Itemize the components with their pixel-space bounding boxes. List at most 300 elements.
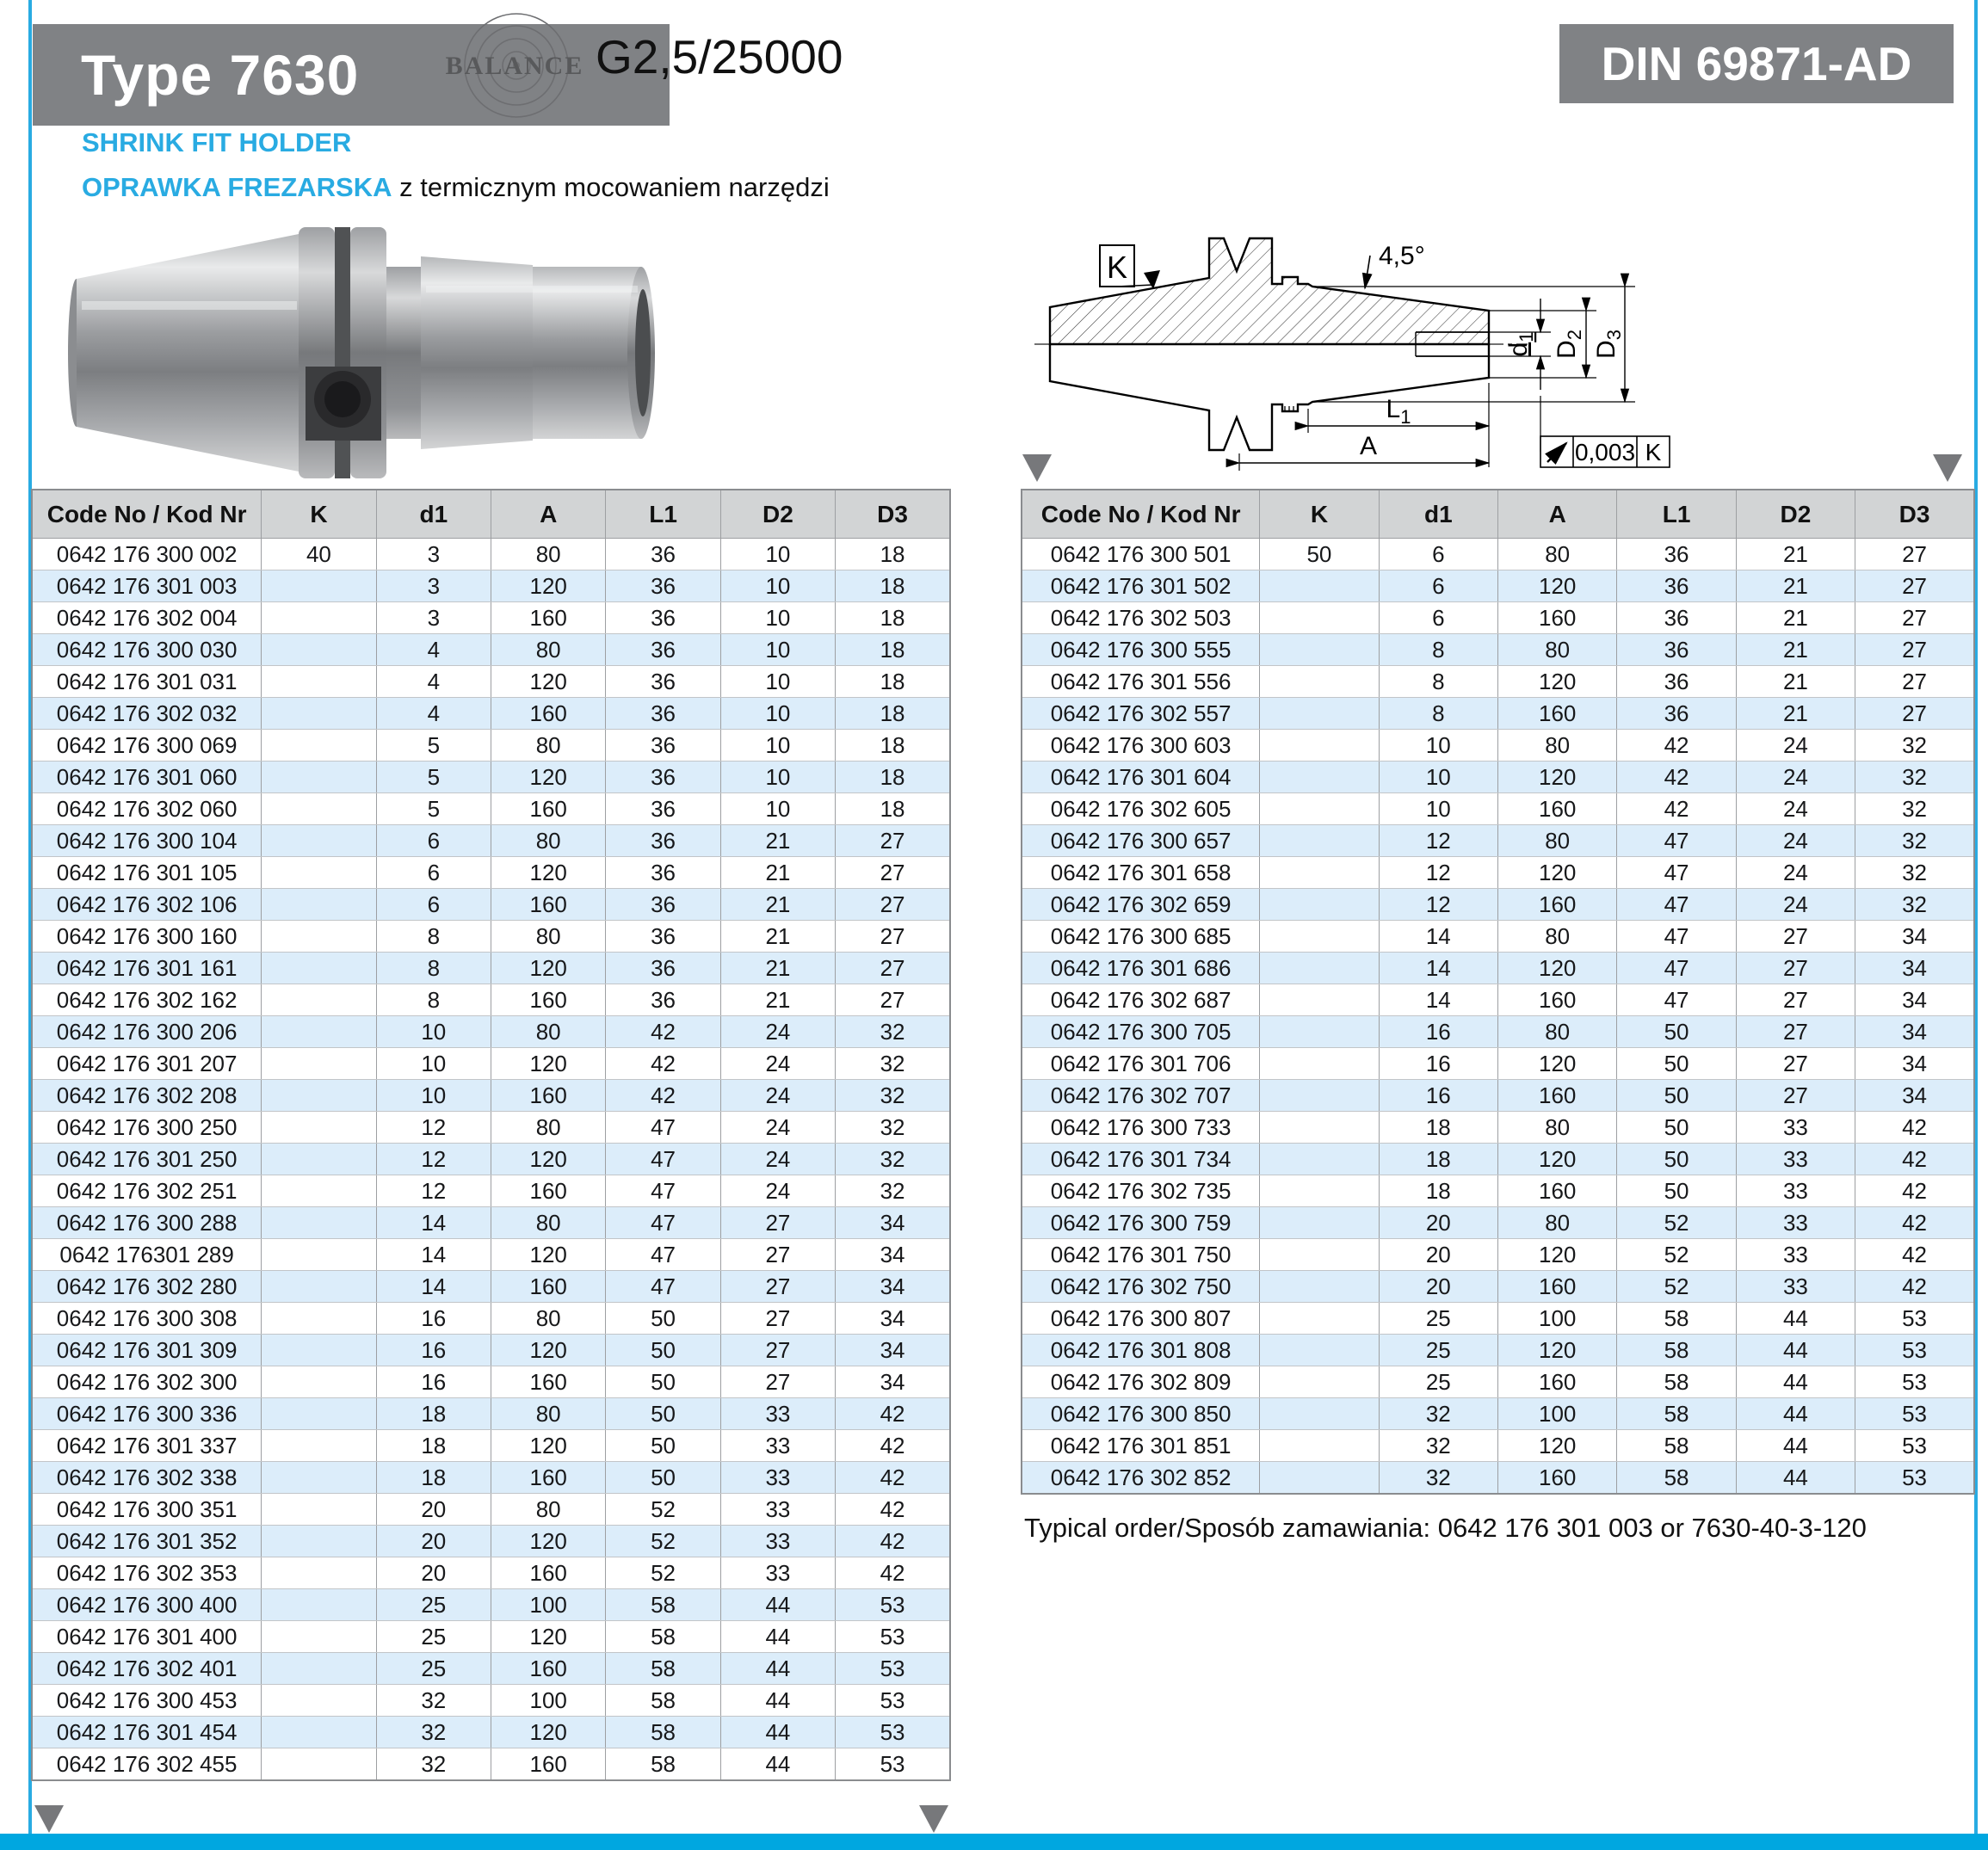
table-cell: 47 [606, 1271, 720, 1303]
table-row [32, 1144, 950, 1175]
table-cell: 0642 176 302 251 [32, 1175, 262, 1207]
table-cell: 160 [491, 793, 606, 825]
table-cell: 160 [1498, 1271, 1617, 1303]
product-name-en: SHRINK FIT HOLDER [82, 127, 352, 157]
table-row [32, 1621, 950, 1653]
tolerance-value: 0,003 [1574, 439, 1636, 466]
table-cell: 33 [1736, 1175, 1855, 1207]
table-cell: 42 [606, 1016, 720, 1048]
table-cell: 80 [491, 1303, 606, 1335]
table-cell: 21 [720, 953, 835, 984]
table-cell: 20 [1379, 1207, 1497, 1239]
table-cell: 80 [491, 1112, 606, 1144]
table-cell: 24 [720, 1144, 835, 1175]
table-cell: 33 [720, 1462, 835, 1494]
table-cell: 12 [376, 1144, 491, 1175]
table-cell: 27 [720, 1271, 835, 1303]
table-cell: 27 [720, 1366, 835, 1398]
table-cell: 120 [491, 1621, 606, 1653]
table-cell [262, 634, 376, 666]
table-cell: 160 [1498, 1080, 1617, 1112]
table-row [1022, 634, 1974, 666]
table-cell: 0642 176 302 338 [32, 1462, 262, 1494]
table-cell [1260, 1271, 1379, 1303]
table-cell: 80 [491, 1398, 606, 1430]
table-cell [1260, 1430, 1379, 1462]
table-cell: 0642 176 300 555 [1022, 634, 1260, 666]
table-cell: 3 [376, 602, 491, 634]
table-cell: 0642 176 301 502 [1022, 570, 1260, 602]
table-cell: 0642 176 301 808 [1022, 1335, 1260, 1366]
table-cell: 42 [1855, 1175, 1974, 1207]
table-cell: 10 [376, 1048, 491, 1080]
table-cell: 10 [376, 1080, 491, 1112]
table-cell: 42 [1855, 1239, 1974, 1271]
table-cell: 0642 176 301 105 [32, 857, 262, 889]
table-cell: 53 [1855, 1366, 1974, 1398]
table-cell [262, 1112, 376, 1144]
table-cell: 80 [491, 730, 606, 762]
marker-triangle [1022, 454, 1052, 482]
table-cell: 42 [1855, 1207, 1974, 1239]
table-cell: 10 [720, 602, 835, 634]
table-cell: 53 [1855, 1335, 1974, 1366]
table-cell: 36 [1617, 698, 1736, 730]
table-cell: 33 [720, 1557, 835, 1589]
table-cell: 21 [1736, 634, 1855, 666]
table-cell: 18 [836, 539, 950, 570]
table-cell: 160 [491, 1653, 606, 1685]
table-cell: 18 [376, 1462, 491, 1494]
table-cell: 36 [606, 793, 720, 825]
table-cell: 36 [606, 570, 720, 602]
table-cell [1260, 634, 1379, 666]
table-cell: 18 [836, 698, 950, 730]
table-cell: 8 [376, 984, 491, 1016]
table-cell [262, 1239, 376, 1271]
table-cell: 53 [1855, 1303, 1974, 1335]
table-cell: 36 [606, 602, 720, 634]
tolerance-frame [1540, 436, 1670, 467]
table-cell: 44 [1736, 1430, 1855, 1462]
table-row [32, 1430, 950, 1462]
table-cell: 160 [1498, 602, 1617, 634]
table-row [1022, 825, 1974, 857]
table-cell: 120 [491, 1430, 606, 1462]
table-cell: 0642 176 301 556 [1022, 666, 1260, 698]
din-standard-box [1559, 24, 1954, 103]
table-cell: 53 [1855, 1430, 1974, 1462]
table-row [32, 570, 950, 602]
table-cell: 80 [1498, 539, 1617, 570]
table-cell [262, 762, 376, 793]
table-cell: 0642 176 301 851 [1022, 1430, 1260, 1462]
table-cell [262, 1335, 376, 1366]
table-row [32, 1048, 950, 1080]
table-cell: 0642 176 300 069 [32, 730, 262, 762]
table-cell: 27 [1855, 634, 1974, 666]
table-cell: 44 [720, 1685, 835, 1717]
table-cell: 24 [1736, 825, 1855, 857]
table-cell: 21 [720, 889, 835, 921]
table-cell [262, 1526, 376, 1557]
table-cell: 0642 176 300 206 [32, 1016, 262, 1048]
table-cell: 80 [491, 634, 606, 666]
table-row [32, 984, 950, 1016]
table-cell: 80 [1498, 1016, 1617, 1048]
table-cell: 160 [1498, 1462, 1617, 1495]
table-cell: 6 [376, 825, 491, 857]
table-cell: 36 [606, 857, 720, 889]
table-cell: 34 [1855, 953, 1974, 984]
table-cell: 44 [720, 1748, 835, 1781]
table-cell: 80 [1498, 634, 1617, 666]
table-cell: 0642 176301 289 [32, 1239, 262, 1271]
table-cell [262, 825, 376, 857]
table-cell: 24 [1736, 857, 1855, 889]
table-cell: 33 [720, 1494, 835, 1526]
table-cell: 42 [1855, 1112, 1974, 1144]
table-row [1022, 889, 1974, 921]
table-cell: 32 [1855, 762, 1974, 793]
table-cell: 32 [836, 1175, 950, 1207]
table-cell: 42 [606, 1048, 720, 1080]
table-cell: 160 [1498, 793, 1617, 825]
table-cell: 0642 176 302 687 [1022, 984, 1260, 1016]
table-cell: 47 [1617, 825, 1736, 857]
table-row [1022, 1239, 1974, 1271]
table-cell: 0642 176 302 707 [1022, 1080, 1260, 1112]
table-row [32, 539, 950, 570]
table-row [32, 825, 950, 857]
table-row [32, 921, 950, 953]
table-cell: 8 [376, 921, 491, 953]
table-cell: 58 [1617, 1430, 1736, 1462]
table-cell: 0642 176 302 401 [32, 1653, 262, 1685]
table-cell: 21 [1736, 539, 1855, 570]
table-row [32, 1589, 950, 1621]
table-cell: 42 [836, 1398, 950, 1430]
table-cell: 0642 176 300 657 [1022, 825, 1260, 857]
table-cell: 44 [1736, 1366, 1855, 1398]
table-row [32, 1080, 950, 1112]
dim-label-d2: $D_2$ [1553, 330, 1585, 359]
table-cell: 27 [1855, 539, 1974, 570]
table-row [32, 1239, 950, 1271]
table-cell: 6 [376, 889, 491, 921]
table-cell: 0642 176 301 161 [32, 953, 262, 984]
table-cell [1260, 889, 1379, 921]
table-cell: 0642 176 302 852 [1022, 1462, 1260, 1495]
table-row [1022, 730, 1974, 762]
table-cell [1260, 1175, 1379, 1207]
table-cell: 50 [1617, 1048, 1736, 1080]
table-cell: 18 [836, 793, 950, 825]
table-cell: 25 [1379, 1303, 1497, 1335]
table-cell: 0642 176 302 060 [32, 793, 262, 825]
table-cell: 0642 176 301 686 [1022, 953, 1260, 984]
table-cell: 27 [1736, 984, 1855, 1016]
table-cell [1260, 1303, 1379, 1335]
table-cell: 47 [606, 1239, 720, 1271]
table-cell: 32 [836, 1080, 950, 1112]
table-cell: 120 [491, 570, 606, 602]
table-cell [1260, 1335, 1379, 1366]
spec-table-k50 [1021, 489, 1975, 1495]
table-cell: 6 [1379, 539, 1497, 570]
table-cell: 0642 176 301 734 [1022, 1144, 1260, 1175]
table-row [1022, 570, 1974, 602]
column-header: D2 [1736, 490, 1855, 539]
table-cell: 120 [1498, 570, 1617, 602]
table-cell: 4 [376, 666, 491, 698]
table-cell: 24 [1736, 889, 1855, 921]
table-cell: 34 [836, 1207, 950, 1239]
table-cell: 27 [1855, 666, 1974, 698]
table-cell: 20 [376, 1494, 491, 1526]
table-cell [262, 1717, 376, 1748]
column-header: D3 [1855, 490, 1974, 539]
table-cell: 36 [606, 889, 720, 921]
table-cell: 42 [836, 1430, 950, 1462]
table-cell: 27 [836, 921, 950, 953]
bottom-accent-bar [0, 1834, 1988, 1850]
table-cell: 33 [720, 1526, 835, 1557]
table-cell: 0642 176 301 454 [32, 1717, 262, 1748]
table-cell [1260, 666, 1379, 698]
table-cell: 53 [836, 1589, 950, 1621]
table-cell: 36 [1617, 570, 1736, 602]
table-cell: 120 [491, 1526, 606, 1557]
table-cell: 32 [1855, 825, 1974, 857]
table-cell: 32 [836, 1112, 950, 1144]
table-cell: 160 [1498, 984, 1617, 1016]
table-cell: 12 [1379, 825, 1497, 857]
table-row [1022, 1303, 1974, 1335]
table-cell: 44 [1736, 1335, 1855, 1366]
table-cell: 0642 176 301 060 [32, 762, 262, 793]
table-cell: 4 [376, 698, 491, 730]
table-row [32, 793, 950, 825]
table-cell: 58 [1617, 1303, 1736, 1335]
table-cell [1260, 1398, 1379, 1430]
table-cell: 27 [1855, 570, 1974, 602]
table-cell: 32 [1379, 1398, 1497, 1430]
table-row [1022, 1144, 1974, 1175]
table-cell: 0642 176 300 250 [32, 1112, 262, 1144]
table-cell: 52 [1617, 1239, 1736, 1271]
table-cell: 160 [491, 984, 606, 1016]
table-cell: 0642 176 301 400 [32, 1621, 262, 1653]
table-cell: 21 [720, 921, 835, 953]
table-row [32, 889, 950, 921]
table-cell: 36 [606, 698, 720, 730]
table-cell [1260, 1112, 1379, 1144]
table-cell: 24 [720, 1016, 835, 1048]
table-cell: 160 [491, 1462, 606, 1494]
table-cell: 36 [606, 953, 720, 984]
table-cell: 0642 176 302 162 [32, 984, 262, 1016]
table-cell [1260, 1016, 1379, 1048]
table-row [32, 1748, 950, 1781]
table-cell: 10 [720, 762, 835, 793]
table-row [1022, 1398, 1974, 1430]
table-cell: 160 [491, 1748, 606, 1781]
table-row [32, 1175, 950, 1207]
table-cell [1260, 793, 1379, 825]
marker-triangle [34, 1805, 64, 1833]
table-cell: 53 [836, 1748, 950, 1781]
table-row [1022, 1080, 1974, 1112]
table-cell: 27 [720, 1207, 835, 1239]
table-cell: 10 [720, 698, 835, 730]
table-cell: 80 [491, 539, 606, 570]
table-cell: 44 [720, 1589, 835, 1621]
table-cell: 27 [836, 984, 950, 1016]
table-cell: 58 [606, 1589, 720, 1621]
datum-k-label: K [1106, 250, 1128, 285]
table-cell: 0642 176 301 309 [32, 1335, 262, 1366]
table-cell: 0642 176 300 336 [32, 1398, 262, 1430]
table-cell: 0642 176 300 160 [32, 921, 262, 953]
table-cell: 80 [491, 1494, 606, 1526]
table-cell: 10 [376, 1016, 491, 1048]
table-row [32, 1335, 950, 1366]
table-cell: 42 [1855, 1144, 1974, 1175]
datum-triangle [1144, 270, 1160, 289]
table-cell [262, 1080, 376, 1112]
type-title: Type 7630 [81, 43, 360, 107]
table-cell [1260, 1080, 1379, 1112]
table-row [1022, 857, 1974, 889]
table-cell: 0642 176 300 104 [32, 825, 262, 857]
table-cell: 0642 176 301 706 [1022, 1048, 1260, 1080]
table-row [32, 1271, 950, 1303]
table-row [32, 1112, 950, 1144]
table-cell: 24 [720, 1080, 835, 1112]
table-cell: 33 [1736, 1112, 1855, 1144]
table-row [1022, 666, 1974, 698]
table-cell: 80 [1498, 825, 1617, 857]
table-row [1022, 1335, 1974, 1366]
table-cell [1260, 825, 1379, 857]
table-cell: 0642 176 301 352 [32, 1526, 262, 1557]
table-cell: 36 [606, 539, 720, 570]
table-cell: 42 [606, 1080, 720, 1112]
table-row [32, 698, 950, 730]
table-cell: 50 [606, 1366, 720, 1398]
table-cell [262, 698, 376, 730]
table-cell: 100 [491, 1589, 606, 1621]
table-cell: 34 [836, 1271, 950, 1303]
table-cell [262, 857, 376, 889]
table-cell: 18 [836, 602, 950, 634]
table-cell: 36 [606, 762, 720, 793]
table-cell: 160 [1498, 698, 1617, 730]
table-row [1022, 921, 1974, 953]
table-cell: 80 [491, 825, 606, 857]
table-cell: 12 [1379, 889, 1497, 921]
table-cell: 18 [1379, 1112, 1497, 1144]
table-cell: 47 [606, 1207, 720, 1239]
table-cell: 100 [491, 1685, 606, 1717]
table-row [32, 1398, 950, 1430]
table-cell: 80 [1498, 1112, 1617, 1144]
table-cell [262, 793, 376, 825]
table-cell: 10 [720, 539, 835, 570]
table-row [1022, 1430, 1974, 1462]
table-cell [1260, 921, 1379, 953]
table-cell [262, 570, 376, 602]
table-cell: 44 [720, 1653, 835, 1685]
product-name-pl [82, 172, 830, 203]
table-cell [262, 921, 376, 953]
table-cell: 16 [1379, 1048, 1497, 1080]
marker-triangle [1933, 454, 1962, 482]
table-cell: 4 [376, 634, 491, 666]
table-cell: 36 [1617, 602, 1736, 634]
table-cell: 27 [836, 889, 950, 921]
tolerance-datum: K [1645, 439, 1662, 466]
table-row [1022, 539, 1974, 570]
table-row [1022, 1016, 1974, 1048]
table-cell: 36 [1617, 666, 1736, 698]
table-cell: 36 [606, 666, 720, 698]
balance-logo [411, 5, 618, 127]
table-cell [1260, 1207, 1379, 1239]
column-header: D2 [720, 490, 835, 539]
table-cell: 0642 176 302 300 [32, 1366, 262, 1398]
table-cell: 32 [836, 1048, 950, 1080]
table-cell: 52 [1617, 1207, 1736, 1239]
table-cell: 0642 176 301 031 [32, 666, 262, 698]
table-row [1022, 1112, 1974, 1144]
table-cell: 12 [1379, 857, 1497, 889]
table-cell: 47 [1617, 984, 1736, 1016]
table-cell: 120 [491, 1335, 606, 1366]
table-cell: 14 [1379, 921, 1497, 953]
table-row [32, 1207, 950, 1239]
table-row [1022, 793, 1974, 825]
table-cell: 0642 176 302 280 [32, 1271, 262, 1303]
table-cell: 0642 176 300 288 [32, 1207, 262, 1239]
table-cell: 160 [491, 1271, 606, 1303]
table-cell: 18 [1379, 1144, 1497, 1175]
table-cell: 47 [606, 1112, 720, 1144]
table-cell: 0642 176 300 501 [1022, 539, 1260, 570]
table-cell: 0642 176 302 032 [32, 698, 262, 730]
table-cell: 32 [376, 1748, 491, 1781]
table-cell: 44 [1736, 1462, 1855, 1495]
table-cell [262, 1462, 376, 1494]
table-cell: 25 [376, 1589, 491, 1621]
table-row [1022, 984, 1974, 1016]
table-cell [1260, 1048, 1379, 1080]
table-cell: 16 [1379, 1016, 1497, 1048]
table-cell: 0642 176 302 605 [1022, 793, 1260, 825]
table-cell: 33 [720, 1398, 835, 1430]
table-cell [262, 1653, 376, 1685]
table-cell: 8 [1379, 698, 1497, 730]
table-cell: 10 [720, 793, 835, 825]
table-cell: 58 [1617, 1335, 1736, 1366]
table-cell: 33 [1736, 1144, 1855, 1175]
table-cell: 14 [1379, 984, 1497, 1016]
table-cell: 50 [1617, 1080, 1736, 1112]
table-cell: 21 [720, 984, 835, 1016]
table-cell: 0642 176 300 705 [1022, 1016, 1260, 1048]
table-cell: 120 [1498, 1144, 1617, 1175]
